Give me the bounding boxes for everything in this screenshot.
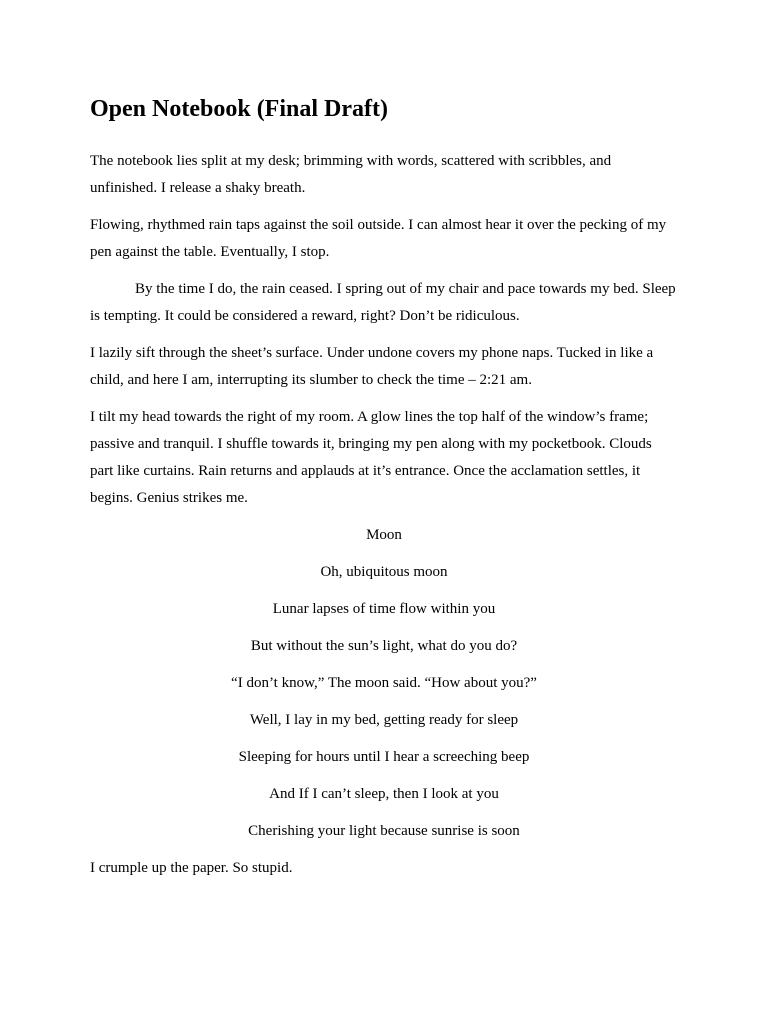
document-title: Open Notebook (Final Draft) <box>90 96 388 122</box>
poem-line: Oh, ubiquitous moon <box>320 564 448 580</box>
paragraph-3: By the time I do, the rain ceased. I spring out of my chair and pace towards my bed. Sleep is tempting. It could be considered a reward, right? Don’t be ridiculous. <box>90 281 676 324</box>
paragraph-5: I tilt my head towards the right of my room. A glow lines the top half of the window’s frame; passive and tranquil. I shuffle towards it, bringing my pen along with my pocketbook. Clouds part like curtains. Rain returns and applauds at it’s entrance. Once the acclamation settles, it begins. Genius strikes me. <box>90 409 652 506</box>
poem-line: “I don’t know,” The moon said. “How about you?” <box>231 675 537 691</box>
paragraph-4: I lazily sift through the sheet’s surface. Under undone covers my phone naps. Tucked in like a child, and here I am, interrupting its slumber to check the time – 2:21 am. <box>90 345 654 388</box>
poem-line: But without the sun’s light, what do you do? <box>250 638 518 654</box>
document-page <box>90 92 678 892</box>
poem-title: Moon <box>366 527 402 543</box>
paragraph-2: Flowing, rhythmed rain taps against the soil outside. I can almost hear it over the pecking of my pen against the table. Eventually, I stop. <box>90 217 667 260</box>
poem <box>90 522 678 845</box>
poem-line: Lunar lapses of time flow within you <box>272 601 496 617</box>
poem-line: And If I can’t sleep, then I look at you <box>269 786 499 802</box>
poem-line: Cherishing your light because sunrise is soon <box>248 823 520 839</box>
poem-line: Well, I lay in my bed, getting ready for sleep <box>249 712 519 728</box>
closing-paragraph: I crumple up the paper. So stupid. <box>90 860 293 876</box>
poem-line: Sleeping for hours until I hear a screeching beep <box>238 749 530 765</box>
paragraph-1: The notebook lies split at my desk; brimming with words, scattered with scribbles, and unfinished. I release a shaky breath. <box>90 153 612 196</box>
